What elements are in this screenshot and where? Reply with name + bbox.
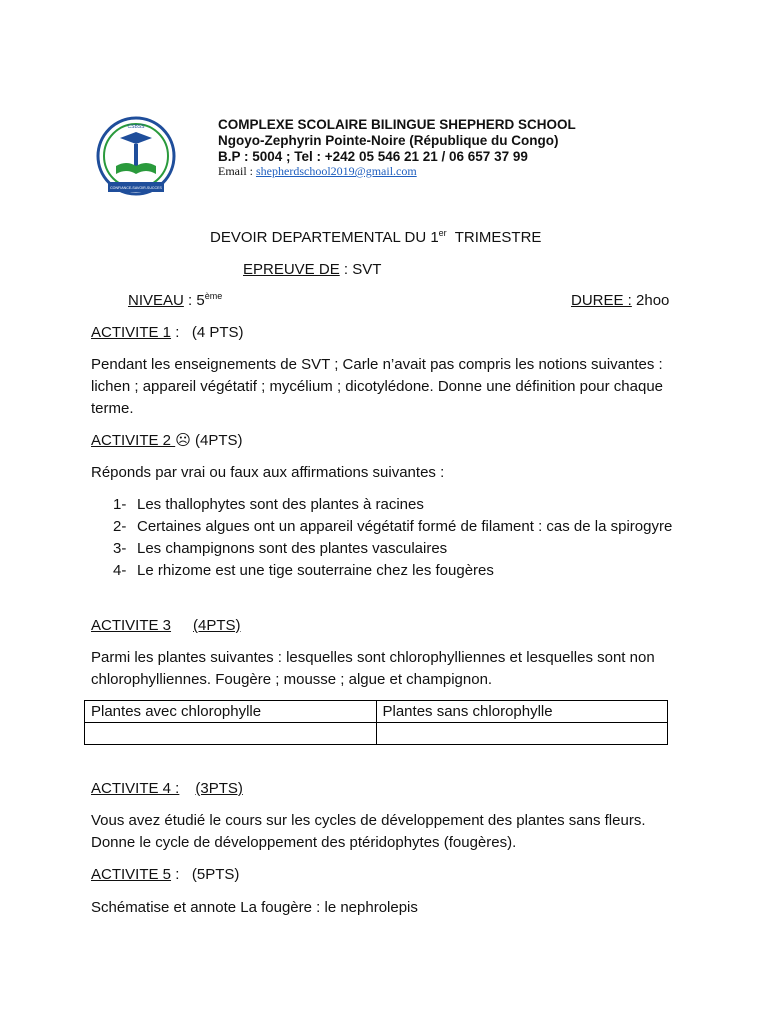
school-email-line <box>218 164 417 179</box>
list-item: 2- Certaines algues ont un appareil végétatif formé de filament : cas de la spirogyre <box>113 518 673 535</box>
exam-level: NIVEAU : 5ème <box>128 291 223 309</box>
exam-title: DEVOIR DEPARTEMENTAL DU 1er TRIMESTRE <box>210 228 542 246</box>
list-item: 4- Le rhizome est une tige souterraine chez les fougères <box>113 562 494 579</box>
activity-5-heading: ACTIVITE 5 : (5PTS) <box>91 866 240 883</box>
email-link[interactable]: shepherdschool2019@gmail.com <box>256 164 417 178</box>
activity-4-heading: ACTIVITE 4 : (3PTS) <box>91 780 243 797</box>
activity-3-heading: ACTIVITE 3 (4PTS) <box>91 617 241 634</box>
logo-motto: CONFIANCE-SAVOIR-SUCCES <box>110 186 162 190</box>
table-header-row <box>85 701 668 723</box>
logo-top-text: CSBSS <box>127 124 145 130</box>
school-name: COMPLEXE SCOLAIRE BILINGUE SHEPHERD SCHOOL <box>218 117 576 132</box>
chlorophyll-table <box>84 700 668 745</box>
list-item: 3- Les champignons sont des plantes vasculaires <box>113 540 448 557</box>
list-item: 1- Les thallophytes sont des plantes à racines <box>113 496 424 513</box>
activity-5-text: Schématise et annote La fougère : le nephrolepis <box>91 899 418 916</box>
email-label: Email : <box>218 164 256 178</box>
activity-4-text: Vous avez étudié le cours sur les cycles de développement des plantes sans fleurs. Donne le cycle de développement des ptéridophytes (fougères). <box>91 812 646 851</box>
activity-2-heading: ACTIVITE 2 ☹ (4PTS) <box>91 432 243 449</box>
table-row <box>85 723 668 745</box>
table-cell[interactable] <box>85 723 377 745</box>
school-address: Ngoyo-Zephyrin Pointe-Noire (République du Congo) <box>218 133 559 148</box>
table-cell[interactable] <box>376 723 668 745</box>
school-logo <box>94 116 178 200</box>
frown-icon: ☹ (4PTS) <box>175 432 243 449</box>
table-header-cell: Plantes avec chlorophylle <box>85 701 377 723</box>
exam-duration: DUREE : 2hoo <box>571 292 670 309</box>
school-contact: B.P : 5004 ; Tel : +242 05 546 21 21 / 06 657 37 99 <box>218 149 528 164</box>
exam-subject: EPREUVE DE : SVT <box>243 261 382 278</box>
activity-2-text: Réponds par vrai ou faux aux affirmations suivantes : <box>91 464 445 481</box>
activity-1-text: Pendant les enseignements de SVT ; Carle n’avait pas compris les notions suivantes : lichen ; appareil végétatif ; mycélium ; dicotylédone. Donne une définition pour chaque terme. <box>91 356 664 417</box>
statement-list <box>91 494 691 582</box>
activity-3-text: Parmi les plantes suivantes : lesquelles sont chlorophylliennes et lesquelles sont non chlorophylliennes. Fougère ; mousse ; algue et champignon. <box>91 649 655 688</box>
table-header-cell: Plantes sans chlorophylle <box>376 701 668 723</box>
activity-1-heading: ACTIVITE 1 : (4 PTS) <box>91 324 244 341</box>
